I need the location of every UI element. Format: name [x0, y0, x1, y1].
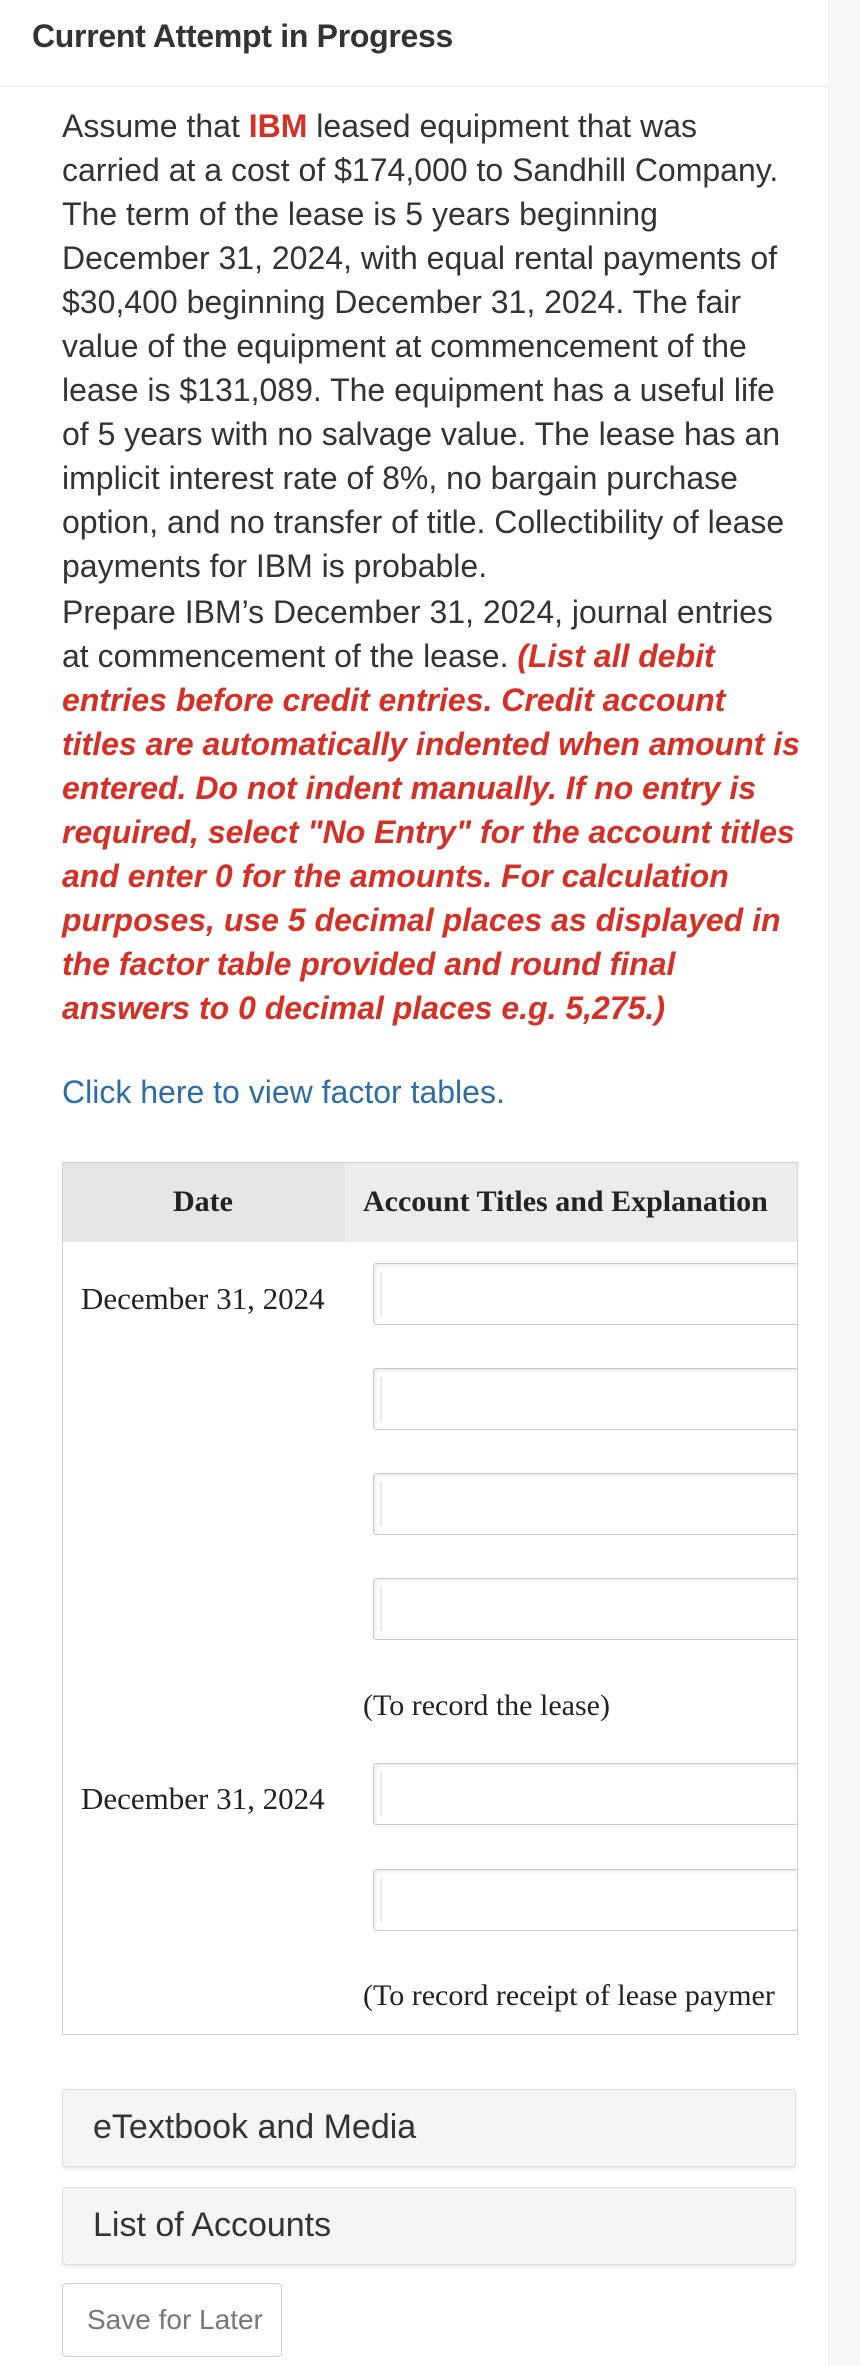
entry-1-date: December 31, 2024 [81, 1281, 325, 1316]
company-name: IBM [248, 108, 308, 144]
etextbook-media-panel[interactable] [62, 2089, 796, 2167]
factor-tables-link[interactable]: Click here to view factor tables. [62, 1074, 505, 1110]
entry-1-account-input-4[interactable] [373, 1578, 798, 1640]
question-body: leased equipment that was carried at a cost of $174,000 to Sandhill Company. The term of the lease is 5 years beginning December 31, 2024, with equal rental payments of $30,400 beginning December 31, 2024. The fair value of the equipment at commencement of the lease is $131,089. The equipment has a useful life of 5 years with no salvage value. The lease has an implicit interest rate of 8%, no bargain purchase option, and no transfer of title. Collectibility of lease payments for IBM is probable. [62, 108, 785, 584]
entry-2-explanation: (To record receipt of lease paymer [363, 1979, 775, 2012]
instructions-prompt: Prepare IBM’s December 31, 2024, journal entries at commencement of the lease. [62, 594, 773, 674]
question-intro: Assume that [62, 108, 249, 144]
journal-header-row [63, 1163, 797, 1242]
question-text [62, 104, 802, 588]
list-of-accounts-label: List of Accounts [93, 2206, 332, 2244]
attempt-header: Current Attempt in Progress [32, 18, 453, 54]
entry-1-explanation: (To record the lease) [363, 1689, 610, 1722]
save-for-later-button[interactable] [62, 2283, 282, 2357]
instructions-text [62, 590, 802, 1030]
entry-1-account-input-1[interactable] [373, 1263, 798, 1325]
entry-1-account-input-2[interactable] [373, 1368, 798, 1430]
save-for-later-label: Save for Later [87, 2304, 263, 2335]
entry-2-account-input-2[interactable] [373, 1869, 798, 1931]
etextbook-media-label: eTextbook and Media [93, 2108, 417, 2146]
instructions-note: (List all debit entries before credit entries. Credit account titles are automatically indented when amount is entered. Do not indent manually. If no entry is required, select "No Entry" for the account titles and enter 0 for the amounts. For calculation purposes, use 5 decimal places as displayed in the factor table provided and round final answers to 0 decimal places e.g. 5,275.) [62, 638, 800, 1026]
entry-2-date: December 31, 2024 [81, 1781, 325, 1816]
entry-1-account-input-3[interactable] [373, 1473, 798, 1535]
header-divider [0, 86, 828, 87]
list-of-accounts-panel[interactable] [62, 2187, 796, 2265]
journal-entry-table [62, 1162, 798, 2035]
account-column-header: Account Titles and Explanation [363, 1185, 768, 1218]
date-column-header: Date [173, 1185, 233, 1218]
entry-2-account-input-1[interactable] [373, 1763, 798, 1825]
